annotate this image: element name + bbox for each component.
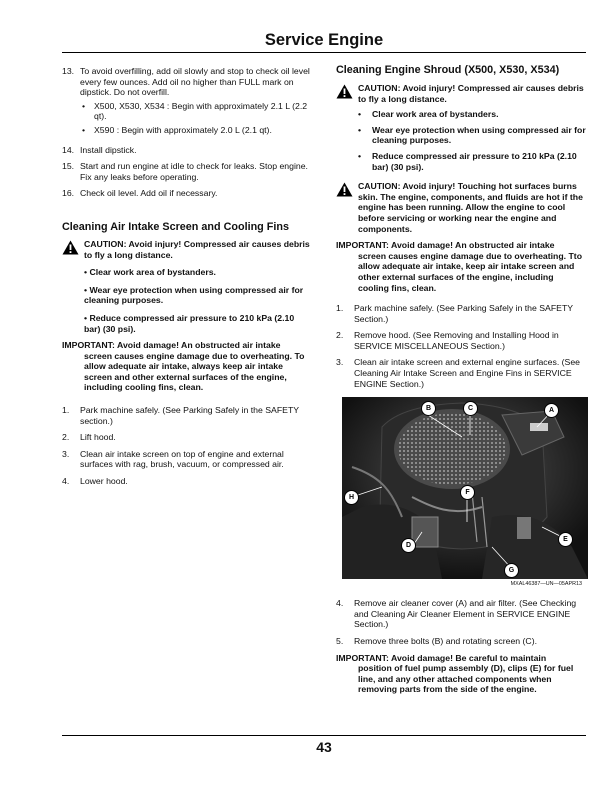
step-text: Park machine safely. (See Parking Safely in the SAFETY section.) (80, 405, 299, 426)
caution-bullet: • Wear eye protection when using compressed air for cleaning purposes. (358, 124, 586, 146)
important-notice: IMPORTANT: Avoid damage! Be careful to maintain position of fuel pump assembly (D), clips (E) for fuel line, and any other attached components when removing parts from the side of the engine. (336, 652, 574, 695)
step-text: Lower hood. (80, 476, 128, 487)
caution-bullet: • Clear work area of bystanders. (84, 267, 216, 278)
caution-bullet: • Clear work area of bystanders. (358, 109, 499, 120)
list-item: 2. Remove hood. (See Removing and Installing Hood in SERVICE MISCELLANEOUS Section.) (336, 330, 586, 351)
warning-triangle-icon (336, 181, 358, 234)
callout-b: B (421, 401, 436, 416)
list-item: 3. Clean air intake screen on top of engine and external surfaces with rag, brush, vacuum, or compressed air. (62, 449, 312, 470)
list-item: 16. Check oil level. Add oil if necessary. (62, 188, 312, 199)
callout-g: G (504, 563, 519, 578)
callout-e: E (558, 532, 573, 547)
callout-c: C (463, 401, 478, 416)
step-text: Remove air cleaner cover (A) and air filter. (See Checking and Cleaning Air Cleaner Element in SERVICE ENGINE Section.) (354, 598, 577, 630)
section-heading: Cleaning Engine Shroud (X500, X530, X534) (336, 64, 560, 76)
caution-bullet: • Wear eye protection when using compressed air for cleaning purposes. (84, 284, 304, 306)
left-column (62, 66, 312, 493)
page-number: 43 (316, 739, 332, 755)
figure-caption: MXAL46387—UN—05APR13 (510, 581, 582, 588)
list-item: 3. Clean air intake screen and external engine surfaces. (See Cleaning Air Intake Screen and Engine Fins in SERVICE ENGINE Section.) (336, 357, 586, 389)
important-notice: IMPORTANT: Avoid damage! An obstructed air intake screen causes engine damage due to overheating. To allow adequate air intake, always keep air intake screen and other external surfaces of the engine, including cooling fins, clean. (62, 340, 305, 393)
step-text: Remove hood. (See Removing and Installing Hood in SERVICE MISCELLANEOUS Section.) (354, 330, 559, 351)
list-item: 4. Remove air cleaner cover (A) and air filter. (See Checking and Cleaning Air Cleaner Element in SERVICE ENGINE Section.) (336, 598, 586, 630)
page-title: Service Engine (264, 31, 384, 49)
step-text: Clean air intake screen on top of engine and external surfaces with rag, brush, vacuum, or compressed air. (80, 448, 284, 470)
important-notice: IMPORTANT: Avoid damage! An obstructed air intake screen causes engine damage due to overheating. Tto allow adequate air intake, keep air intake screen and other external surfaces of the engine, including cooling fins, clean. (336, 240, 583, 293)
bullet-item: • X590 : Begin with approximately 2.0 L (2.1 qt). (82, 124, 272, 135)
step-text: Clean air intake screen and external engine surfaces. (See Cleaning Air Intake Screen and Engine Fins in SERVICE ENGINE Section.) (354, 357, 581, 389)
step-text: Install dipstick. (80, 144, 137, 155)
list-item: 4. Lower hood. (62, 476, 312, 487)
list-item: 2. Lift hood. (62, 432, 312, 443)
caution-block (336, 181, 586, 234)
caution-block (336, 83, 586, 177)
callout-f: F (460, 485, 475, 500)
step-text: Lift hood. (80, 432, 116, 443)
warning-triangle-icon (62, 239, 84, 260)
engine-photo (342, 397, 588, 579)
callout-h: H (344, 490, 359, 505)
caution-bullet: • Reduce compressed air pressure to 210 kPa (2.10 bar) (30 psi). (358, 150, 577, 172)
caution-block (62, 239, 312, 260)
section-heading: Cleaning Air Intake Screen and Cooling Fins (62, 220, 289, 233)
step-text: Remove three bolts (B) and rotating screen (C). (354, 636, 537, 647)
step-text: Check oil level. Add oil if necessary. (80, 188, 218, 199)
list-item: 1. Park machine safely. (See Parking Safely in the SAFETY Section.) (336, 303, 586, 324)
callout-d: D (401, 538, 416, 553)
header-rule (62, 52, 586, 53)
step-text: To avoid overfilling, add oil slowly and stop to check oil level every few ounces. Add oil no higher than FULL mark on dipstick. Do not overfill. (80, 66, 310, 98)
list-item: 13. To avoid overfilling, add oil slowly and stop to check oil level every few ounces. Add oil no higher than FULL mark on dipstick. Do not overfill. • X500, X530, X534 : Begin with approximately 2.1 L (2.2 qt). • X590 : Begin with approximately 2.0 L (2.1 qt). (62, 66, 312, 139)
caution-text: CAUTION: Avoid injury! Touching hot surfaces burns skin. The engine, components, and fluids are hot if the engine has been running. Allow the engine to cool before servicing or working near the engine and components. (358, 181, 583, 234)
list-item: 5. Remove three bolts (B) and rotating screen (C). (336, 636, 586, 647)
list-item: 1. Park machine safely. (See Parking Safely in the SAFETY section.) (62, 405, 312, 426)
warning-triangle-icon (336, 83, 358, 177)
caution-text: CAUTION: Avoid injury! Compressed air causes debris to fly a long distance. (358, 83, 584, 104)
step-text: Park machine safely. (See Parking Safely in the SAFETY Section.) (354, 303, 573, 324)
callout-a: A (544, 403, 559, 418)
list-item: 14. Install dipstick. (62, 145, 312, 156)
caution-text: CAUTION: Avoid injury! Compressed air causes debris to fly a long distance. (84, 238, 310, 260)
step-text: Start and run engine at idle to check for leaks. Stop engine. Fix any leaks before operating. (80, 161, 308, 182)
right-column (336, 64, 586, 707)
list-item: 15. Start and run engine at idle to check for leaks. Stop engine. Fix any leaks before operating. (62, 161, 312, 182)
footer-rule (62, 735, 586, 736)
bullet-item: • X500, X530, X534 : Begin with approximately 2.1 L (2.2 qt). (82, 100, 308, 122)
caution-bullet: • Reduce compressed air pressure to 210 kPa (2.10 bar) (30 psi). (84, 312, 295, 334)
